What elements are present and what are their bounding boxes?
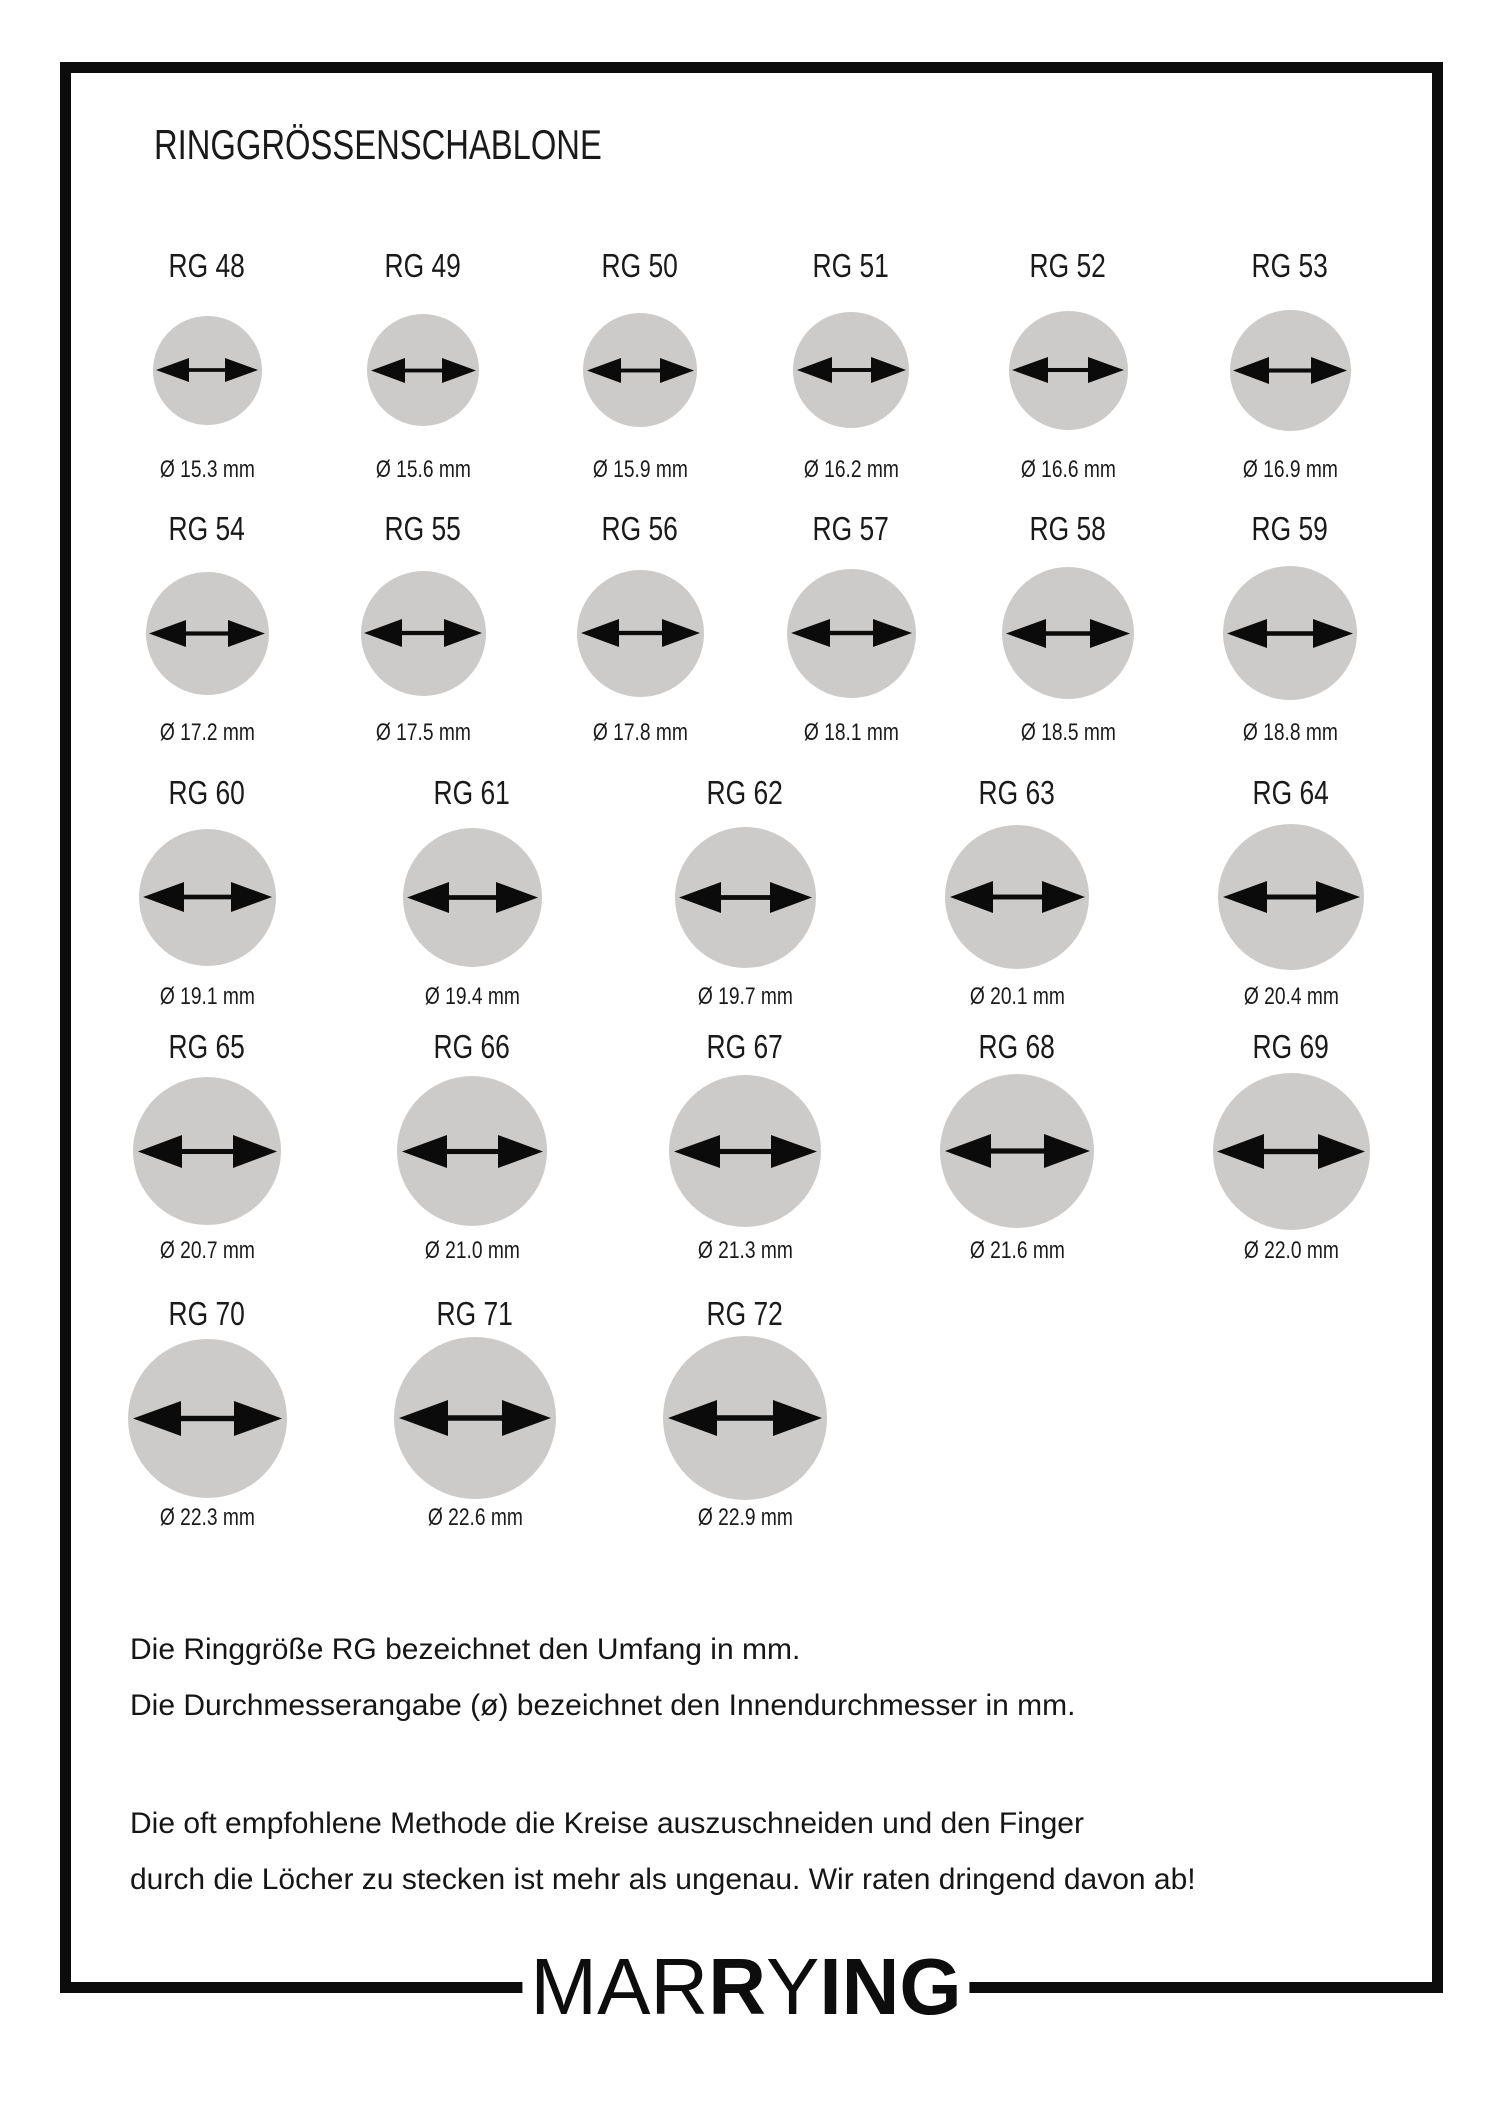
diameter-value: Ø 15.3 mm (159, 456, 255, 483)
diameter-arrow-icon (138, 1135, 277, 1168)
ring-cell (528, 508, 752, 748)
circle-band (1223, 550, 1357, 716)
circle-band (394, 1335, 556, 1501)
ring-cell (360, 1026, 584, 1266)
ring-size-label: RG 50 (601, 247, 679, 284)
diameter-value: Ø 22.6 mm (427, 1504, 523, 1531)
diameter-arrow-icon (679, 882, 812, 913)
ring-circle (1230, 310, 1351, 431)
diameter-arrow-icon (371, 358, 476, 383)
diameter-value: Ø 17.2 mm (159, 719, 255, 746)
diameter-value: Ø 17.8 mm (592, 719, 688, 746)
ring-cell (1179, 1026, 1403, 1266)
ring-size-label: RG 61 (433, 774, 511, 811)
ring-size-label: RG 68 (978, 1028, 1056, 1065)
diameter-arrow-icon (407, 882, 538, 913)
ring-circle (669, 1075, 821, 1227)
ring-cell (311, 245, 535, 485)
diameter-value: Ø 19.1 mm (159, 983, 255, 1010)
diameter-value: Ø 17.5 mm (375, 719, 471, 746)
diameter-arrow-icon (1227, 619, 1353, 648)
ring-size-label: RG 57 (812, 510, 890, 547)
ring-cell (633, 772, 857, 1012)
ring-circle (153, 316, 262, 425)
circle-band (669, 1068, 821, 1234)
ring-cell (956, 245, 1180, 485)
diameter-value: Ø 18.1 mm (803, 719, 899, 746)
ring-size-label: RG 49 (384, 247, 462, 284)
ring-circle (945, 825, 1089, 969)
circle-band (1213, 1068, 1370, 1234)
ring-cell (739, 245, 963, 485)
circle-band (1002, 550, 1134, 716)
diameter-value: Ø 21.0 mm (424, 1237, 520, 1264)
circle-band (787, 550, 916, 716)
circle-band (940, 1068, 1094, 1234)
circle-band (675, 814, 816, 980)
ring-cell (95, 245, 319, 485)
ring-circle (128, 1339, 287, 1498)
diameter-arrow-icon (945, 1134, 1090, 1168)
diameter-value: Ø 20.1 mm (969, 983, 1065, 1010)
ring-cell (95, 1026, 319, 1266)
ring-size-label: RG 67 (706, 1028, 784, 1065)
ring-cell (1178, 245, 1402, 485)
ring-size-label: RG 60 (168, 774, 246, 811)
circle-band (133, 1068, 281, 1234)
ring-size-label: RG 54 (168, 510, 246, 547)
ring-circle (663, 1336, 827, 1500)
ring-size-label: RG 53 (1251, 247, 1329, 284)
ring-cell (95, 508, 319, 748)
note-paragraph (130, 1796, 1196, 1908)
diameter-arrow-icon (156, 358, 258, 382)
diameter-arrow-icon (1006, 619, 1130, 648)
ring-cell (633, 1293, 857, 1533)
ring-circle (146, 572, 269, 695)
circle-band (128, 1335, 287, 1501)
ring-cell (905, 1026, 1129, 1266)
logo-segment: ING (819, 1942, 962, 2031)
diameter-value: Ø 16.6 mm (1020, 456, 1116, 483)
circle-band (139, 814, 276, 980)
circle-band (663, 1335, 827, 1501)
ring-size-label: RG 55 (384, 510, 462, 547)
ring-size-label: RG 62 (706, 774, 784, 811)
ring-size-label: RG 52 (1029, 247, 1107, 284)
ring-size-label: RG 48 (168, 247, 246, 284)
note-paragraph (130, 1622, 1196, 1734)
brand-logo (522, 1942, 969, 2031)
diameter-arrow-icon (149, 620, 265, 647)
diameter-value: Ø 15.6 mm (375, 456, 471, 483)
ring-size-label: RG 65 (168, 1028, 246, 1065)
ring-cell (311, 508, 535, 748)
circle-band (945, 814, 1089, 980)
diameter-arrow-icon (133, 1401, 282, 1436)
circle-band (153, 287, 262, 453)
diameter-arrow-icon (364, 619, 482, 647)
ring-cell (528, 245, 752, 485)
ring-size-label: RG 70 (168, 1295, 246, 1332)
ring-size-label: RG 69 (1252, 1028, 1330, 1065)
ring-circle (361, 571, 486, 696)
note-line: Die oft empfohlene Methode die Kreise auszuschneiden und den Finger (130, 1807, 1084, 1840)
diameter-arrow-icon (1217, 1134, 1365, 1169)
ring-size-label: RG 58 (1029, 510, 1107, 547)
diameter-value: Ø 19.4 mm (424, 983, 520, 1010)
ring-cell (739, 508, 963, 748)
ring-circle (675, 827, 816, 968)
ring-cell (633, 1026, 857, 1266)
ring-circle (577, 570, 704, 697)
ring-size-label: RG 71 (436, 1295, 514, 1332)
diameter-arrow-icon (587, 358, 694, 383)
logo-segment: Y (765, 1942, 820, 2031)
circle-band (367, 287, 479, 453)
ring-circle (583, 313, 697, 427)
ring-circle (1223, 566, 1357, 700)
ring-circle (793, 312, 909, 428)
diameter-value: Ø 18.8 mm (1242, 719, 1338, 746)
page-title: RINGGRÖSSENSCHABLONE (154, 121, 602, 168)
circle-band (1009, 287, 1128, 453)
ring-circle (1002, 567, 1134, 699)
diameter-value: Ø 22.0 mm (1243, 1237, 1339, 1264)
logo-segment: MAR (530, 1942, 709, 2031)
diameter-arrow-icon (797, 357, 906, 383)
circle-band (361, 550, 486, 716)
diameter-arrow-icon (668, 1400, 822, 1436)
diameter-value: Ø 16.2 mm (803, 456, 899, 483)
diameter-value: Ø 18.5 mm (1020, 719, 1116, 746)
circle-band (793, 287, 909, 453)
diameter-arrow-icon (143, 882, 272, 912)
diameter-arrow-icon (950, 881, 1085, 913)
logo-segment: R (708, 1942, 766, 2031)
diameter-value: Ø 22.9 mm (697, 1504, 793, 1531)
circle-band (1218, 814, 1364, 980)
note-line: durch die Löcher zu stecken ist mehr als ungenau. Wir raten dringend davon ab! (130, 1863, 1196, 1896)
circle-band (1230, 287, 1351, 453)
ring-circle (397, 1076, 547, 1226)
diameter-value: Ø 22.3 mm (159, 1504, 255, 1531)
ring-cell (95, 772, 319, 1012)
ring-cell (1179, 772, 1403, 1012)
ring-cell (1178, 508, 1402, 748)
diameter-value: Ø 19.7 mm (697, 983, 793, 1010)
circle-band (577, 550, 704, 716)
ring-size-label: RG 63 (978, 774, 1056, 811)
diameter-arrow-icon (402, 1135, 543, 1168)
ring-circle (403, 828, 542, 967)
diameter-arrow-icon (1223, 881, 1360, 913)
ring-circle (1213, 1073, 1370, 1230)
diameter-value: Ø 15.9 mm (592, 456, 688, 483)
ring-circle (367, 314, 479, 426)
ring-circle (394, 1337, 556, 1499)
diameter-value: Ø 21.6 mm (969, 1237, 1065, 1264)
diameter-value: Ø 16.9 mm (1242, 456, 1338, 483)
ring-cell (956, 508, 1180, 748)
ring-circle (139, 829, 276, 966)
circle-band (403, 814, 542, 980)
ring-size-label: RG 56 (601, 510, 679, 547)
diameter-arrow-icon (1012, 357, 1124, 383)
diameter-value: Ø 20.7 mm (159, 1237, 255, 1264)
ring-cell (95, 1293, 319, 1533)
diameter-value: Ø 20.4 mm (1243, 983, 1339, 1010)
circle-band (146, 550, 269, 716)
ring-size-label: RG 72 (706, 1295, 784, 1332)
ring-cell (360, 772, 584, 1012)
ring-circle (133, 1077, 281, 1225)
diameter-arrow-icon (399, 1400, 551, 1436)
ring-cell (363, 1293, 587, 1533)
ring-circle (1218, 824, 1364, 970)
circle-band (397, 1068, 547, 1234)
diameter-arrow-icon (674, 1135, 817, 1168)
ring-circle (940, 1074, 1094, 1228)
diameter-arrow-icon (791, 619, 912, 647)
ring-circle (1009, 311, 1128, 430)
notes (130, 1622, 1196, 1970)
ring-circle (787, 569, 916, 698)
note-line: Die Durchmesserangabe (ø) bezeichnet den Innendurchmesser in mm. (130, 1689, 1076, 1722)
circle-band (583, 287, 697, 453)
diameter-value: Ø 21.3 mm (697, 1237, 793, 1264)
diameter-arrow-icon (581, 619, 700, 647)
note-line: Die Ringgröße RG bezeichnet den Umfang in mm. (130, 1633, 801, 1666)
ring-size-label: RG 66 (433, 1028, 511, 1065)
ring-size-label: RG 51 (812, 247, 890, 284)
ring-cell (905, 772, 1129, 1012)
ring-size-label: RG 59 (1251, 510, 1329, 547)
diameter-arrow-icon (1233, 357, 1347, 384)
ring-size-label: RG 64 (1252, 774, 1330, 811)
